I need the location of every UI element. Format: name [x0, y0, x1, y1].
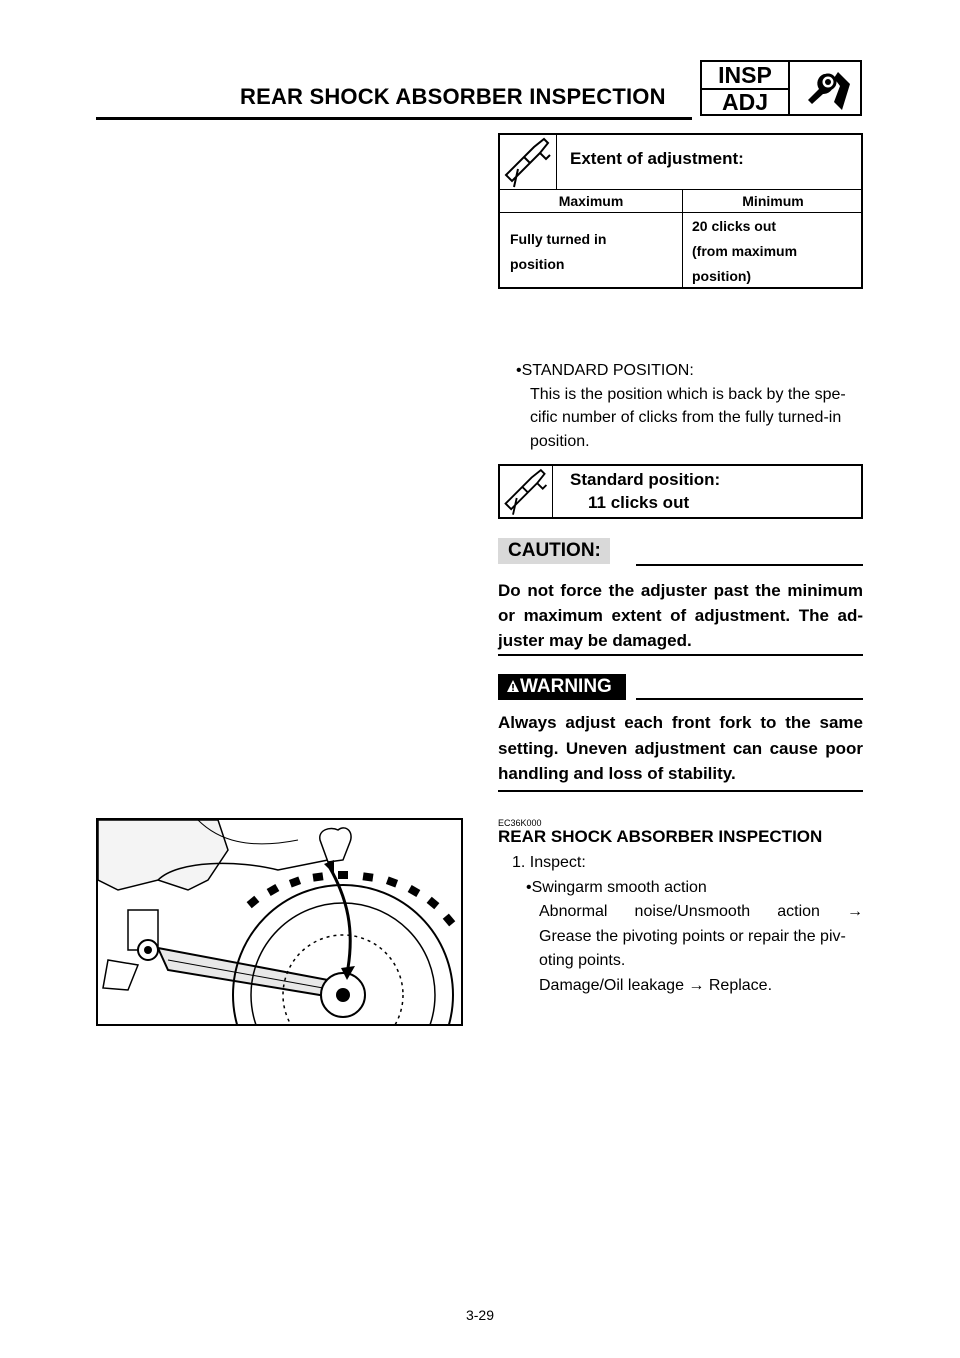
standard-position-note: •STANDARD POSITION: This is the position which is back by the spe- cific number of clicks from the fully turned-in position.	[516, 362, 846, 450]
col-minimum: Minimum	[742, 193, 804, 209]
warning-triangle-icon	[506, 679, 520, 693]
abnormal-line: Abnormal noise/Unsmooth action →	[539, 903, 863, 920]
page-number: 3-29	[465, 1307, 495, 1323]
wrench-inspection-icon	[794, 64, 858, 112]
caution-label: CAUTION:	[498, 538, 610, 564]
page-title: REAR SHOCK ABSORBER INSPECTION	[240, 84, 666, 109]
section-title: REAR SHOCK ABSORBER INSPECTION	[498, 827, 823, 846]
swingarm-illustration-icon	[98, 820, 461, 1024]
swingarm-illustration	[96, 818, 463, 1026]
standard-position-box	[498, 464, 863, 519]
standard-position-title: Standard position:	[570, 470, 721, 489]
caution-text: Do not force the adjuster past the minimum or maximum extent of adjustment. The ad- juster may be damaged.	[498, 581, 863, 650]
col-maximum: Maximum	[558, 193, 624, 209]
warning-text: Always adjust each front fork to the same setting. Uneven adjustment can cause poor handling and loss of stability.	[498, 713, 863, 783]
standard-position-value: 11 clicks out	[588, 493, 690, 512]
step-1: 1. Inspect:	[512, 854, 586, 871]
header-rule	[96, 117, 692, 120]
badge-adj: ADJ	[721, 89, 768, 115]
warning-label: WARNING	[498, 674, 626, 700]
max-value: Fully turned in position	[510, 231, 607, 272]
caliper-icon	[500, 135, 556, 189]
section-code: EC36K000	[498, 818, 542, 828]
min-value: 20 clicks out (from maximum position)	[692, 218, 798, 284]
section-badge	[700, 60, 862, 116]
spec-title: Extent of adjustment:	[570, 149, 744, 168]
badge-insp: INSP	[718, 62, 772, 88]
inspect-item: •Swingarm smooth action	[526, 878, 707, 896]
adjustment-spec-table	[498, 133, 863, 289]
inspection-steps: 1. Inspect: •Swingarm smooth action Abnormal noise/Unsmooth action → Grease the pivoting points or repair the piv- oting points. Damage/Oil leakage → Replace.	[498, 851, 863, 998]
caliper-icon	[500, 466, 552, 517]
